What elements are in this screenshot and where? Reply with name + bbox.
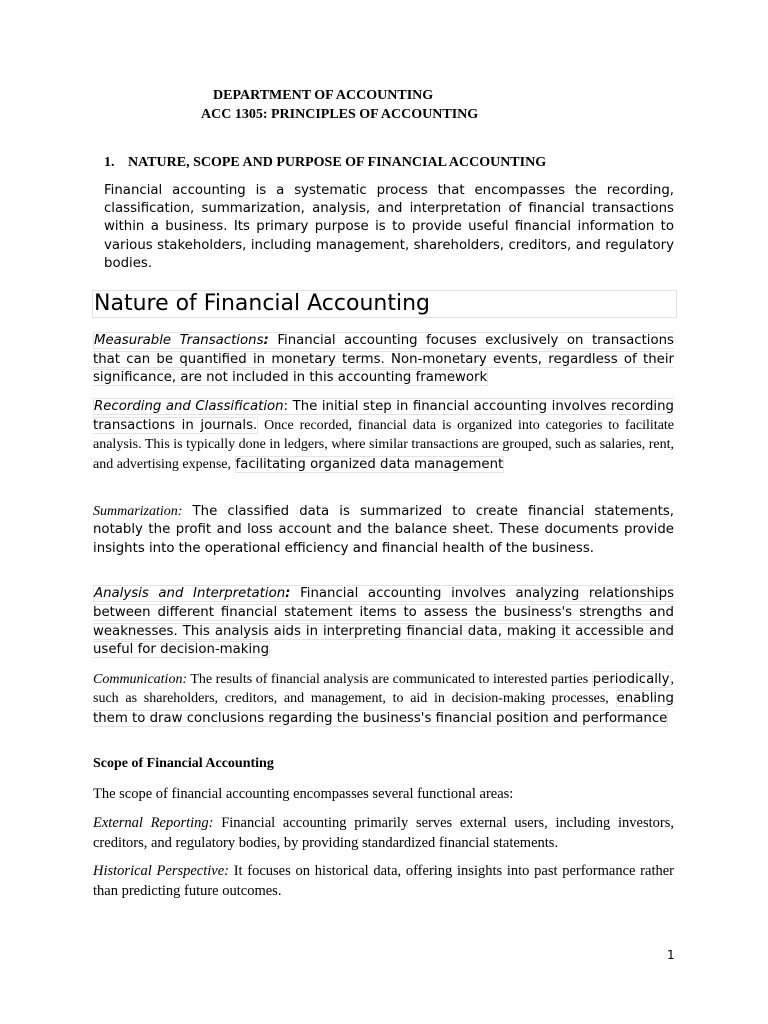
analysis-term: Analysis and Interpretation [94, 586, 286, 601]
section-title-text: NATURE, SCOPE AND PURPOSE OF FINANCIAL ACCOUNTING [128, 155, 547, 170]
communication-text-2: periodically [592, 672, 670, 687]
course-heading: ACC 1305: PRINCIPLES OF ACCOUNTING [201, 107, 479, 122]
section-number: 1. [104, 155, 115, 170]
measurable-text: Financial accounting focuses exclusively on transactions that can be quantified in monetary terms. Non-monetary events, regardless of their significance, are not included in this accounting framework [93, 333, 674, 386]
scope-heading: Scope of Financial Accounting [93, 756, 274, 771]
communication-paragraph [93, 670, 674, 728]
measurable-transactions-paragraph [93, 332, 674, 388]
department-heading: DEPARTMENT OF ACCOUNTING [213, 88, 434, 103]
section-title [104, 155, 546, 171]
recording-classification-paragraph [93, 397, 674, 474]
recording-text-2: Once recorded, financial data is organized into categories to facilitate analysis. This is typically done in ledgers, where similar transactions are grouped, such as salaries, rent, and advertising expense, [93, 418, 675, 472]
analysis-box [93, 585, 674, 658]
recording-text-3: facilitating organized data management [235, 456, 504, 472]
communication-text-4: enabling them to draw conclusions regarding the business's financial position and performance [93, 691, 674, 726]
external-text: Financial accounting primarily serves external users, including investors, creditors, and regulatory bodies, by providing standardized financial statements. [93, 815, 674, 851]
historical-text: It focuses on historical data, offering insights into past performance rather than predicting future outcomes. [93, 863, 674, 899]
historical-perspective-paragraph [93, 862, 674, 901]
external-reporting-paragraph [93, 814, 674, 853]
analysis-interpretation-paragraph [93, 585, 674, 660]
communication-text-1: The results of financial analysis are communicated to interested parties [187, 672, 592, 687]
communication-text-3: , such as shareholders, creditors, and management, to aid in decision-making processes, [93, 672, 674, 707]
summarization-text: The classified data is summarized to create financial statements, notably the profit and loss account and the balance sheet. These documents provide insights into the operational efficiency and financial health of the business. [93, 504, 674, 556]
summarization-term: Summarization: [93, 504, 183, 519]
measurable-transactions-box [93, 332, 674, 386]
recording-term: Recording and Classification [94, 399, 284, 414]
external-term: External Reporting: [93, 815, 214, 831]
section-intro-paragraph: Financial accounting is a systematic process that encompasses the recording, classification, summarization, analysis, and interpretation of financial transactions within a business. Its primary purpose is to provide useful financial information to various stakeholders, including management, shareholders, creditors, and regulatory bodies. [104, 183, 674, 271]
communication-term: Communication: [93, 672, 188, 687]
analysis-text: Financial accounting involves analyzing relationships between different financial statement items to assess the business's strengths and weaknesses. This analysis aids in interpreting financial data, making it accessible and useful for decision-making [93, 586, 674, 658]
summarization-paragraph [93, 503, 674, 558]
measurable-colon: : [263, 333, 269, 348]
nature-heading: Nature of Financial Accounting [92, 290, 677, 318]
measurable-term: Measurable Transactions [94, 333, 264, 348]
recording-text-1: : The initial step in financial accounting involves recording transactions in journals. [93, 399, 674, 434]
analysis-colon: : [285, 586, 291, 601]
page-number: 1 [667, 948, 675, 962]
scope-intro: The scope of financial accounting encompasses several functional areas: [93, 786, 514, 802]
historical-term: Historical Perspective: [93, 863, 229, 879]
